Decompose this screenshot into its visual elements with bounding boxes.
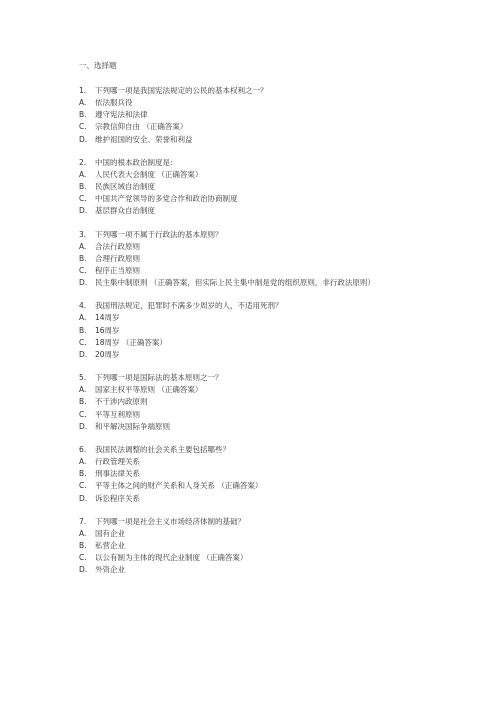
question-text: 下列哪一项是国际法的基本原则之一？ — [95, 373, 223, 383]
answer-option — [79, 325, 439, 337]
answer-option — [79, 97, 439, 109]
option-text: 人民代表大会制度 （正确答案） — [95, 169, 203, 179]
option-text: 私营企业 — [95, 541, 125, 551]
answer-option — [79, 109, 439, 121]
question-number: 1. — [79, 86, 87, 95]
option-text: 16周岁 — [95, 325, 120, 335]
answer-option — [79, 456, 439, 468]
option-text: 不干涉内政原则 — [95, 397, 148, 407]
option-letter: A. — [79, 241, 87, 251]
answer-option — [79, 134, 439, 146]
option-text: 国有企业 — [95, 528, 125, 538]
answer-option — [79, 528, 439, 540]
answer-option — [79, 552, 439, 564]
option-text: 刑事法律关系 — [95, 469, 140, 479]
answer-option — [79, 193, 439, 205]
option-text: 合理行政原则 — [95, 253, 140, 263]
option-text: 和平解决国际争端原则 — [95, 421, 170, 431]
option-letter: C. — [79, 266, 87, 276]
option-text: 行政管理关系 — [95, 457, 140, 467]
question-stem — [79, 228, 439, 241]
question-list — [79, 84, 439, 587]
answer-option — [79, 540, 439, 552]
option-letter: C. — [79, 409, 87, 419]
question-stem — [79, 299, 439, 312]
option-letter: A. — [79, 457, 87, 467]
option-text: 外资企业 — [95, 565, 125, 575]
option-letter: A. — [79, 98, 87, 107]
answer-option — [79, 493, 439, 505]
option-letter: B. — [79, 325, 87, 335]
option-text: 维护祖国的安全、荣誉和利益 — [95, 134, 193, 144]
question-stem — [79, 84, 439, 97]
option-text: 民族区域自治制度 — [95, 182, 155, 192]
answer-option — [79, 169, 439, 181]
question-number: 2. — [79, 157, 87, 167]
option-letter: D. — [79, 565, 88, 575]
question-item — [79, 299, 439, 361]
option-text: 宗教信仰自由 （正确答案） — [95, 122, 188, 132]
question-item — [79, 228, 439, 290]
answer-option — [79, 421, 439, 433]
option-text: 18周岁 （正确答案） — [95, 337, 167, 347]
option-letter: D. — [79, 493, 88, 503]
option-letter: D. — [79, 421, 88, 431]
answer-option — [79, 121, 439, 133]
question-text: 下列哪一项是社会主义市场经济体制的基础？ — [95, 516, 245, 526]
answer-option — [79, 564, 439, 576]
option-letter: D. — [79, 206, 88, 216]
question-number: 5. — [79, 373, 87, 383]
question-number: 4. — [79, 301, 87, 311]
question-item — [79, 515, 439, 577]
question-text: 中国的根本政治制度是： — [95, 157, 178, 167]
answer-option — [79, 468, 439, 480]
option-letter: A. — [79, 528, 87, 538]
option-letter: C. — [79, 337, 87, 347]
option-letter: B. — [79, 397, 87, 407]
option-letter: B. — [79, 253, 87, 263]
option-text: 民主集中制原则 （正确答案，但实际上民主集中制是党的组织原则，非行政法原则） — [95, 278, 375, 288]
option-letter: B. — [79, 541, 87, 551]
answer-option — [79, 480, 439, 492]
question-number: 6. — [79, 445, 87, 455]
question-text: 我国刑法规定，犯罪时不满多少周岁的人，不适用死刑？ — [95, 301, 283, 311]
question-text: 我国民法调整的社会关系主要包括哪些？ — [95, 445, 230, 455]
question-stem — [79, 156, 439, 169]
question-text: 下列哪一项是我国宪法规定的公民的基本权利之一？ — [95, 86, 268, 95]
answer-option — [79, 312, 439, 324]
answer-option — [79, 277, 439, 289]
option-text: 程序正当原则 — [95, 266, 140, 276]
option-text: 诉讼程序关系 — [95, 493, 140, 503]
option-text: 基层群众自治制度 — [95, 206, 155, 216]
section-title: 一、选择题 — [79, 61, 117, 70]
option-text: 国家主权平等原则 （正确答案） — [95, 385, 203, 395]
question-item — [79, 156, 439, 218]
answer-option — [79, 409, 439, 421]
answer-option — [79, 337, 439, 349]
option-text: 遵守宪法和法律 — [95, 110, 148, 120]
answer-option — [79, 349, 439, 361]
option-text: 合法行政原则 — [95, 241, 140, 251]
option-letter: D. — [79, 350, 88, 360]
option-letter: C. — [79, 481, 87, 491]
answer-option — [79, 181, 439, 193]
option-letter: A. — [79, 385, 87, 395]
option-letter: B. — [79, 182, 87, 192]
answer-option — [79, 396, 439, 408]
option-text: 平等互利原则 — [95, 409, 140, 419]
option-text: 平等主体之间的财产关系和人身关系 （正确答案） — [95, 481, 263, 491]
option-letter: C. — [79, 194, 87, 204]
question-stem — [79, 515, 439, 528]
question-item — [79, 371, 439, 433]
option-letter: B. — [79, 110, 87, 120]
answer-option — [79, 205, 439, 217]
question-text: 下列哪一项不属于行政法的基本原则？ — [95, 229, 223, 239]
option-text: 14周岁 — [95, 313, 120, 323]
option-text: 中国共产党领导的多党合作和政治协商制度 — [95, 194, 238, 204]
answer-option — [79, 265, 439, 277]
option-letter: D. — [79, 278, 88, 288]
question-number: 3. — [79, 229, 87, 239]
answer-option — [79, 241, 439, 253]
option-letter: A. — [79, 313, 87, 323]
answer-option — [79, 253, 439, 265]
answer-option — [79, 384, 439, 396]
option-text: 以公有制为主体的现代企业制度 （正确答案） — [95, 553, 248, 563]
question-stem — [79, 443, 439, 456]
question-item — [79, 84, 439, 146]
question-stem — [79, 371, 439, 384]
option-letter: A. — [79, 169, 87, 179]
option-letter: C. — [79, 553, 87, 563]
option-letter: D. — [79, 134, 88, 144]
question-item — [79, 443, 439, 505]
question-number: 7. — [79, 516, 87, 526]
option-letter: C. — [79, 122, 87, 132]
option-letter: B. — [79, 469, 87, 479]
option-text: 依法服兵役 — [95, 98, 133, 107]
option-text: 20周岁 — [95, 350, 120, 360]
